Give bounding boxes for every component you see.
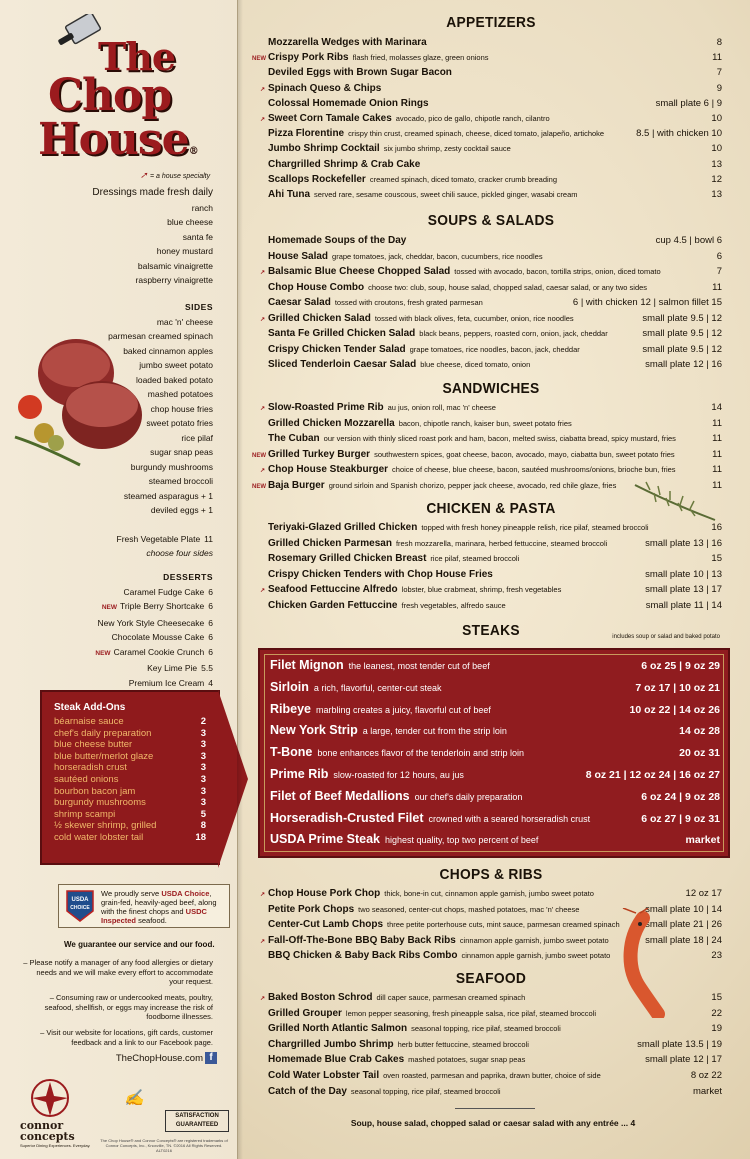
addon-item: sautéed onions 3 xyxy=(54,773,206,785)
item-name: Crispy Pork Ribs xyxy=(268,52,349,64)
appetizers-title: APPETIZERS xyxy=(446,14,536,31)
item-name: Caesar Salad xyxy=(268,297,331,308)
list-item: blue cheese xyxy=(167,217,213,227)
item-price: 11 xyxy=(712,417,722,429)
menu-item xyxy=(252,83,722,98)
raw-food-note: – Consuming raw or undercooked meats, poultry, seafood, shellfish, or eggs may increase the risk of foodborne illnesses. xyxy=(44,993,213,1021)
item-description: avocado, pico de gallo, chipotle ranch, cilantro xyxy=(395,114,550,123)
item-price: 15 xyxy=(711,553,722,564)
sandwiches-title: SANDWICHES xyxy=(442,380,540,397)
menu-item xyxy=(252,143,722,158)
item-name: Cold Water Lobster Tail xyxy=(268,1070,380,1081)
item-description: crispy thin crust, creamed spinach, cheese, diced tomato, jalapeño, artichoke xyxy=(348,129,605,139)
item-name: Grilled Turkey Burger xyxy=(268,448,371,460)
item-description: topped with fresh honey pineapple relish, rice pilaf, steamed broccoli xyxy=(421,523,649,532)
item-price: 6 oz 24 | 9 oz 28 xyxy=(641,790,720,803)
item-name: Filet Mignon xyxy=(270,658,344,672)
steaks-note: includes soup or salad and baked potato xyxy=(612,634,720,640)
item-price: small plate 11 | 14 xyxy=(645,599,722,611)
specialty-icon: ↗ xyxy=(259,406,265,412)
list-item: baked cinnamon apples xyxy=(123,345,213,356)
item-description: highest quality, top two percent of beef xyxy=(385,835,539,846)
menu-item xyxy=(252,888,722,903)
item-description: creamed spinach, diced tomato, cracker crumb breading xyxy=(369,174,558,184)
item-price: small plate 12 | 17 xyxy=(645,1054,722,1066)
item-name: Colossal Homemade Onion Rings xyxy=(268,97,429,109)
menu-item xyxy=(252,402,722,417)
item-price: small plate 6 | 9 xyxy=(655,97,722,109)
menu-item xyxy=(252,449,722,464)
item-description: southwestern spices, goat cheese, bacon, avocado, mayo, ciabatta bun, sweet potato fries xyxy=(374,449,675,459)
item-name: Grilled Chicken Parmesan xyxy=(268,537,392,549)
list-item: chop house fries xyxy=(150,403,213,414)
addon-item: blue butter/merlot glaze 3 xyxy=(54,750,206,762)
new-badge: NEW xyxy=(252,56,266,63)
item-price: 22 xyxy=(711,1007,722,1019)
item-description: lemon pepper seasoning, fresh pineapple salsa, rice pilaf, steamed broccoli xyxy=(345,1008,597,1018)
item-name: New York Strip xyxy=(270,723,358,738)
dessert-item: NEW Triple Berry Shortcake 6 xyxy=(101,601,213,611)
addon-item: horseradish crust 3 xyxy=(54,762,206,774)
steak-addons xyxy=(40,690,220,865)
item-name: Jumbo Shrimp Cocktail xyxy=(268,143,380,155)
new-badge: NEW xyxy=(95,649,111,657)
menu-item xyxy=(270,702,720,724)
menu-item xyxy=(252,553,722,568)
item-name: Scallops Rockefeller xyxy=(268,173,366,185)
footer-note: Soup, house salad, chopped salad or caesar salad with any entrée ... 4 xyxy=(350,1118,636,1128)
item-price: 11 xyxy=(712,281,722,293)
divider xyxy=(455,1108,535,1109)
dessert-item: NEW Caramel Cookie Crunch 6 xyxy=(95,646,213,657)
connor-concepts-text: connor concepts xyxy=(20,1119,75,1143)
item-description: bacon, chipotle ranch, kaiser bun, sweet potato fries xyxy=(398,418,572,428)
item-price: 19 xyxy=(711,1023,722,1035)
item-price: 13 xyxy=(711,158,722,170)
item-name: The Cuban xyxy=(268,433,320,444)
menu-item xyxy=(252,67,722,82)
veg-note: choose four sides xyxy=(146,548,213,558)
item-price: 8 oz 22 xyxy=(690,1070,722,1081)
item-name: Sirloin xyxy=(270,679,309,694)
item-price: 8 oz 21 | 12 oz 24 | 16 oz 27 xyxy=(585,769,720,781)
logo xyxy=(28,14,228,164)
menu-item xyxy=(270,745,720,767)
list-item: santa fe xyxy=(182,231,213,242)
addon-item: béarnaise sauce 2 xyxy=(54,716,206,727)
specialty-icon: ↗ xyxy=(259,468,265,474)
item-name: BBQ Chicken & Baby Back Ribs Combo xyxy=(268,950,458,961)
item-name: Baked Boston Schrod xyxy=(268,992,373,1003)
dessert-item: Premium Ice Cream 4 xyxy=(128,677,213,688)
item-name: Balsamic Blue Cheese Chopped Salad xyxy=(268,266,451,277)
item-name: Chicken Garden Fettuccine xyxy=(268,599,398,611)
item-price: 7 xyxy=(716,266,722,277)
list-item: raspberry vinaigrette xyxy=(135,275,213,285)
seafood-title: SEAFOOD xyxy=(455,970,527,987)
website-note: – Visit our website for locations, gift cards, customer feedback and a link to our Facebook page. xyxy=(40,1028,213,1047)
item-name: Grilled North Atlantic Salmon xyxy=(268,1023,408,1035)
item-description: rice pilaf, steamed broccoli xyxy=(430,554,520,563)
item-price: 8 xyxy=(716,37,722,48)
item-price: small plate 10 | 13 xyxy=(645,568,722,580)
facebook-icon[interactable]: f xyxy=(205,1052,217,1064)
menu-item xyxy=(252,282,722,297)
addons-title: Steak Add-Ons xyxy=(54,702,126,713)
item-price: 12 oz 17 xyxy=(685,888,722,899)
item-price: 12 xyxy=(711,173,722,185)
item-description: crowned with a seared horseradish crust xyxy=(428,813,591,824)
menu-item xyxy=(252,52,722,67)
item-price: 20 oz 31 xyxy=(679,747,720,760)
item-name: Mozzarella Wedges with Marinara xyxy=(268,37,427,48)
item-description: the leanest, most tender cut of beef xyxy=(348,661,490,671)
item-name: Filet of Beef Medallions xyxy=(270,788,410,803)
item-name: Baja Burger xyxy=(268,479,325,491)
dessert-item: New York Style Cheesecake 6 xyxy=(97,617,213,628)
menu-item xyxy=(252,344,722,359)
item-description: tossed with avocado, bacon, tortilla strips, onion, diced tomato xyxy=(454,267,661,276)
item-price: 10 xyxy=(711,113,722,124)
item-description: dill caper sauce, parmesan creamed spinach xyxy=(376,993,526,1002)
list-item: burgundy mushrooms xyxy=(130,461,213,472)
dessert-item: Key Lime Pie 5.5 xyxy=(147,663,213,673)
desserts xyxy=(13,570,213,690)
dressings xyxy=(13,186,213,288)
steaks-box xyxy=(258,648,730,858)
item-name: Rosemary Grilled Chicken Breast xyxy=(268,553,427,564)
menu-item xyxy=(270,723,720,745)
chicken-title: CHICKEN & PASTA xyxy=(426,500,556,517)
menu-item xyxy=(252,1086,722,1101)
item-name: Sweet Corn Tamale Cakes xyxy=(268,113,392,124)
item-name: Crispy Chicken Tender Salad xyxy=(268,343,406,355)
usda-notice: USDA CHOICE We proudly serve USDA Choice, grain-fed, heavily-aged beef, along with the finest chops and USDC Inspected seafood. xyxy=(58,884,230,928)
menu-item xyxy=(252,251,722,266)
chops-title: CHOPS & RIBS xyxy=(439,866,543,883)
website-link[interactable]: TheChopHouse.com xyxy=(115,1053,203,1064)
soups-title: SOUPS & SALADS xyxy=(427,212,555,229)
dessert-item: Caramel Fudge Cake 6 xyxy=(123,586,213,597)
item-price: 15 xyxy=(711,992,722,1003)
list-item: sugar snap peas xyxy=(150,447,213,457)
left-column xyxy=(0,0,238,1159)
list-item: sweet potato fries xyxy=(146,418,213,428)
item-description: three petite porterhouse cuts, mint sauce, parmesan creamed spinach xyxy=(387,920,620,929)
item-price: 9 xyxy=(716,82,722,94)
item-description: cinnamon apple garnish, jumbo sweet potato xyxy=(461,951,611,960)
item-description: slow-roasted for 12 hours, au jus xyxy=(333,770,464,780)
menu-item xyxy=(252,418,722,433)
specialty-icon: ↗ xyxy=(259,316,265,323)
item-description: au jus, onion roll, mac 'n' cheese xyxy=(387,403,496,412)
item-name: Fall-Off-The-Bone BBQ Baby Back Ribs xyxy=(268,934,456,946)
menu-item xyxy=(252,128,722,143)
item-name: Chargrilled Shrimp & Crab Cake xyxy=(268,158,421,170)
satisfaction-badge: SATISFACTION GUARANTEED xyxy=(165,1110,229,1132)
list-item: deviled eggs + 1 xyxy=(150,505,213,515)
menu-item xyxy=(270,767,720,789)
addon-item: bourbon bacon jam 3 xyxy=(54,785,206,797)
list-item: balsamic vinaigrette xyxy=(137,260,213,271)
item-description: choice of cheese, blue cheese, bacon, sautéed mushrooms/onions, brioche bun, fries xyxy=(392,465,676,474)
menu-item xyxy=(252,37,722,52)
item-price: 23 xyxy=(711,950,722,961)
specialty-icon: ↗ xyxy=(259,588,265,594)
sides-title: SIDES xyxy=(184,302,213,312)
menu-item xyxy=(252,1070,722,1085)
menu-item xyxy=(252,538,722,553)
veg-plate: Fresh Vegetable Plate 11 xyxy=(116,533,213,544)
item-description: mashed potatoes, sugar snap peas xyxy=(408,1055,526,1065)
item-price: small plate 12 | 16 xyxy=(645,359,722,370)
item-name: Chop House Pork Chop xyxy=(268,888,381,899)
item-name: Grilled Chicken Mozzarella xyxy=(268,417,395,429)
new-badge: NEW xyxy=(252,452,266,459)
item-price: 8.5 | with chicken 10 xyxy=(636,128,722,140)
item-description: herb butter fettuccine, steamed broccoli xyxy=(397,1039,529,1049)
item-price: 11 xyxy=(712,464,722,475)
item-name: Seafood Fettuccine Alfredo xyxy=(268,584,398,595)
addon-item: cold water lobster tail 18 xyxy=(54,831,206,843)
new-badge: NEW xyxy=(252,483,266,490)
item-price: market xyxy=(685,834,720,847)
item-description: seasonal topping, rice pilaf, steamed broccoli xyxy=(350,1086,501,1096)
list-item: honey mustard xyxy=(156,246,213,256)
menu-item xyxy=(270,832,720,854)
dressings-title: Dressings made fresh daily xyxy=(92,187,213,198)
list-item: ranch xyxy=(191,202,213,213)
list-item: mac 'n' cheese xyxy=(156,316,213,327)
item-price: cup 4.5 | bowl 6 xyxy=(655,235,722,246)
item-price: small plate 9.5 | 12 xyxy=(642,312,722,324)
logo-the: The xyxy=(98,34,176,79)
item-description: marbling creates a juicy, flavorful cut of beef xyxy=(316,704,491,715)
item-price: 14 oz 28 xyxy=(679,725,720,738)
item-name: T-Bone xyxy=(270,745,313,760)
item-description: fresh vegetables, alfredo sauce xyxy=(401,600,506,610)
menu-item xyxy=(252,1039,722,1054)
item-name: Slow-Roasted Prime Rib xyxy=(268,402,384,413)
steak-photo-icon xyxy=(10,325,145,475)
item-description: cinnamon apple garnish, jumbo sweet potato xyxy=(459,935,609,945)
item-name: Pizza Florentine xyxy=(268,128,345,140)
item-price: 6 oz 27 | 9 oz 31 xyxy=(641,812,720,825)
item-name: Homemade Soups of the Day xyxy=(268,235,407,246)
item-description: our chef's daily preparation xyxy=(414,791,523,802)
item-description: grape tomatoes, rice noodles, bacon, jack, cheddar xyxy=(409,344,580,354)
item-description: a rich, flavorful, center-cut steak xyxy=(313,682,442,693)
item-price: 14 xyxy=(711,402,722,413)
item-description: lobster, blue crabmeat, shrimp, fresh vegetables xyxy=(401,585,562,594)
item-price: 6 oz 25 | 9 oz 29 xyxy=(641,660,720,672)
item-name: Ribeye xyxy=(270,701,311,716)
menu-item xyxy=(252,569,722,584)
menu-item xyxy=(252,189,722,204)
item-name: House Salad xyxy=(268,250,329,262)
item-description: our version with thinly sliced roast pork and ham, bacon, melted swiss, ciabatta bread, spicy mustard, fries xyxy=(323,434,676,443)
item-name: Santa Fe Grilled Chicken Salad xyxy=(268,328,416,339)
item-name: Petite Pork Chops xyxy=(268,903,355,915)
menu-item xyxy=(270,789,720,811)
item-description: six jumbo shrimp, zesty cocktail sauce xyxy=(383,144,511,154)
menu-item xyxy=(252,1054,722,1069)
specialty-arrow-icon: ➚ xyxy=(140,170,148,180)
menu-item xyxy=(252,297,722,312)
specialty-icon: ↗ xyxy=(259,892,265,898)
item-description: ground sirloin and Spanish chorizo, pepper jack cheese, avocado, red chile glaze, fries xyxy=(328,480,617,490)
item-price: small plate 9.5 | 12 xyxy=(642,328,722,339)
item-name: Center-Cut Lamb Chops xyxy=(268,919,383,930)
item-price: 7 oz 17 | 10 oz 21 xyxy=(635,681,720,694)
item-description: fresh mozzarella, marinara, herbed fettuccine, steamed broccoli xyxy=(395,538,608,548)
item-price: market xyxy=(692,1085,722,1097)
item-name: Spinach Queso & Chips xyxy=(268,82,382,94)
menu-item xyxy=(252,113,722,128)
list-item: mashed potatoes xyxy=(147,389,213,399)
addon-item: ½ skewer shrimp, grilled 8 xyxy=(54,820,206,832)
specialty-note: ➚ = a house specialty xyxy=(140,170,211,180)
item-name: Homemade Blue Crab Cakes xyxy=(268,1054,405,1066)
item-description: choose two: club, soup, house salad, chopped salad, caesar salad, or any two sides xyxy=(368,282,648,292)
list-item: parmesan creamed spinach xyxy=(108,331,213,341)
item-name: Crispy Chicken Tenders with Chop House Fries xyxy=(268,568,493,580)
item-price: 13 xyxy=(711,189,722,200)
connor-tagline: Superior Dining Experiences. Everyday. xyxy=(20,1143,91,1148)
list-item: steamed broccoli xyxy=(148,476,213,486)
item-price: small plate 18 | 24 xyxy=(645,934,722,946)
item-price: small plate 13 | 17 xyxy=(645,584,722,595)
menu-item xyxy=(252,600,722,615)
menu-item xyxy=(270,680,720,702)
list-item: loaded baked potato xyxy=(135,374,213,385)
item-description: two seasoned, center-cut chops, mashed potatoes, mac 'n' cheese xyxy=(358,904,580,914)
logo-house: House® xyxy=(38,114,198,165)
shrimp-icon xyxy=(618,908,668,1018)
item-description: tossed with croutons, fresh grated parmesan xyxy=(334,298,483,307)
item-name: Deviled Eggs with Brown Sugar Bacon xyxy=(268,67,452,79)
item-description: black beans, peppers, roasted corn, onion, jack, cheddar xyxy=(419,329,608,338)
addon-item: shrimp scampi 5 xyxy=(54,808,206,820)
menu-item xyxy=(252,313,722,328)
item-price: 6 | with chicken 12 | salmon fillet 15 xyxy=(572,297,722,308)
item-description: bone enhances flavor of the tenderloin and strip loin xyxy=(317,748,524,759)
item-price: 11 xyxy=(712,448,722,460)
item-price: small plate 13 | 16 xyxy=(645,537,722,549)
list-item: rice pilaf xyxy=(181,432,213,443)
item-name: Prime Rib xyxy=(270,767,329,781)
addons-arrow-icon xyxy=(218,690,248,868)
item-name: Chop House Steakburger xyxy=(268,464,389,475)
new-badge: NEW xyxy=(101,604,118,611)
menu-item xyxy=(252,584,722,599)
item-description: flash fried, molasses glaze, green onions xyxy=(352,53,489,63)
item-price: 11 xyxy=(712,52,722,64)
usda-badge-icon xyxy=(65,889,95,923)
menu-item xyxy=(270,811,720,833)
menu-item xyxy=(252,98,722,113)
menu-item xyxy=(270,658,720,680)
signature: ✍ xyxy=(124,1088,144,1107)
item-name: Chargrilled Jumbo Shrimp xyxy=(268,1038,394,1050)
item-name: Grilled Chicken Salad xyxy=(268,312,371,324)
item-price: 10 xyxy=(711,143,722,155)
addon-item: burgundy mushrooms 3 xyxy=(54,797,206,809)
item-price: 16 xyxy=(711,522,722,533)
item-name: Sliced Tenderloin Caesar Salad xyxy=(268,359,417,370)
specialty-icon: ↗ xyxy=(259,270,265,276)
menu-item xyxy=(252,328,722,343)
allergy-note: – Please notify a manager of any food allergies or dietary needs and we will make every effort to accommodate your request. xyxy=(23,958,213,986)
steaks-title: STEAKS xyxy=(462,622,520,639)
item-name: Catch of the Day xyxy=(268,1085,347,1097)
menu-item xyxy=(252,1023,722,1038)
menu-item xyxy=(252,174,722,189)
usda-badge-line1: USDA xyxy=(71,897,89,903)
desserts-title: DESSERTS xyxy=(163,572,213,582)
rosemary-sprig-icon xyxy=(630,475,720,530)
item-description: served rare, sesame couscous, sweet chili sauce, pickled ginger, wasabi cream xyxy=(314,190,578,199)
item-price: 6 xyxy=(716,250,722,262)
item-name: Ahi Tuna xyxy=(268,189,311,200)
item-description: thick, bone-in cut, cinnamon apple garnish, jumbo sweet potato xyxy=(384,889,594,898)
item-price: 11 xyxy=(712,433,722,444)
addon-item: chef's daily preparation 3 xyxy=(54,727,206,739)
item-price: small plate 10 | 14 xyxy=(645,903,722,915)
item-description: blue cheese, diced tomato, onion xyxy=(420,360,531,369)
item-description: tossed with black olives, feta, cucumber, onion, rice noodles xyxy=(374,313,574,323)
specialty-icon: ↗ xyxy=(259,117,265,123)
usda-badge-line2: CHOICE xyxy=(70,905,90,911)
logo-chop: Chop xyxy=(48,70,172,121)
item-price: 11 xyxy=(712,479,722,491)
list-item: jumbo sweet potato xyxy=(139,360,213,370)
addon-item: blue cheese butter 3 xyxy=(54,739,206,751)
guarantee-heading: We guarantee our service and our food. xyxy=(64,940,215,949)
item-name: USDA Prime Steak xyxy=(270,832,380,847)
menu-item xyxy=(252,159,722,174)
item-price: small plate 13.5 | 19 xyxy=(637,1038,722,1050)
item-price: small plate 21 | 26 xyxy=(645,919,722,930)
item-description: grape tomatoes, jack, cheddar, bacon, cucumbers, rice noodles xyxy=(332,251,543,261)
menu-item xyxy=(252,359,722,374)
specialty-icon: ↗ xyxy=(259,938,265,945)
item-name: Horseradish-Crusted Filet xyxy=(270,810,424,825)
specialty-icon: ↗ xyxy=(259,996,265,1002)
item-description: a large, tender cut from the strip loin xyxy=(362,726,507,737)
menu-item xyxy=(252,433,722,448)
fine-print: The Chop House® and Connor Concepts® are registered trademarks of Connor Concepts, Inc., Knoxville, TN. ©2016 All Rights Reserved. ALT0216 xyxy=(100,1138,228,1153)
item-price: small plate 9.5 | 12 xyxy=(642,343,722,355)
item-price: 10 oz 22 | 14 oz 26 xyxy=(629,703,720,716)
specialty-icon: ↗ xyxy=(259,86,265,93)
list-item: steamed asparagus + 1 xyxy=(123,490,213,501)
item-description: oven roasted, parmesan and paprika, drawn butter, choice of side xyxy=(383,1071,601,1080)
item-price: 7 xyxy=(716,67,722,79)
item-name: Chop House Combo xyxy=(268,281,365,293)
menu-item xyxy=(252,235,722,250)
item-name: Grilled Grouper xyxy=(268,1007,342,1019)
item-name: Teriyaki-Glazed Grilled Chicken xyxy=(268,522,418,533)
item-description: seasonal topping, rice pilaf, steamed broccoli xyxy=(411,1024,561,1034)
menu-item xyxy=(252,266,722,281)
dessert-item: Chocolate Mousse Cake 6 xyxy=(111,632,213,642)
